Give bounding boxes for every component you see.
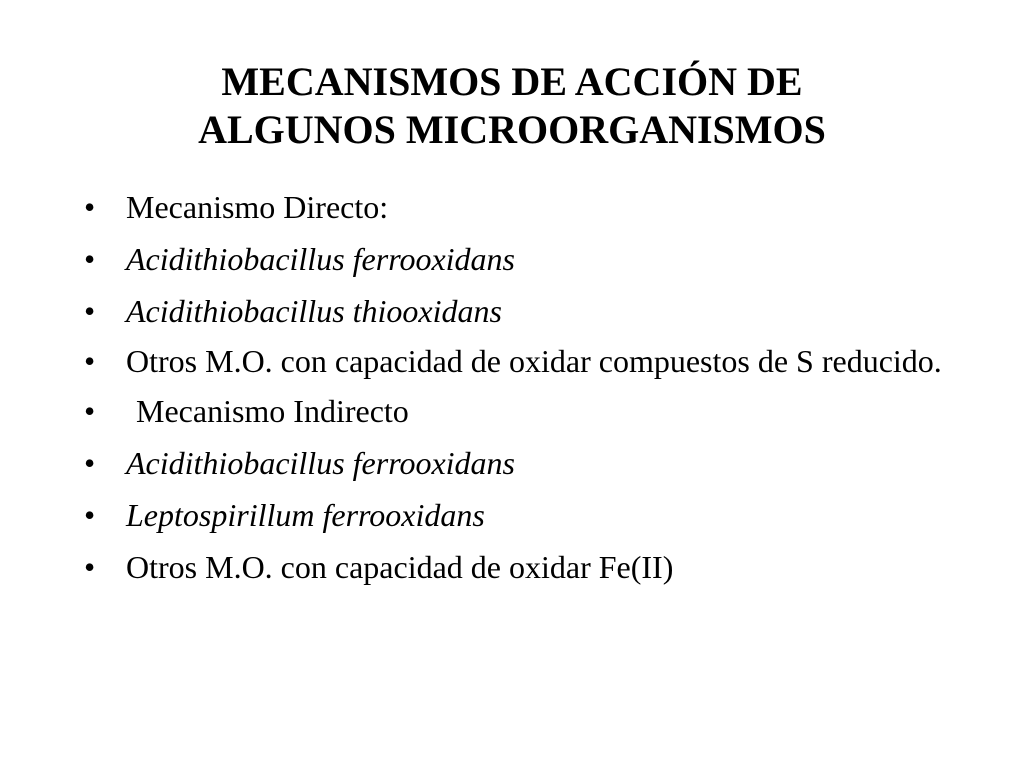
bullet-icon: • (84, 497, 96, 533)
title-line-2: ALGUNOS MICROORGANISMOS (198, 107, 826, 152)
bullet-icon: • (84, 549, 96, 585)
list-item-text: Leptospirillum ferrooxidans (126, 497, 485, 533)
list-item-text: Acidithiobacillus ferrooxidans (126, 241, 515, 277)
bullet-icon: • (84, 445, 96, 481)
bullet-icon: • (84, 241, 96, 277)
bullet-icon: • (84, 189, 96, 225)
list-item (84, 238, 964, 280)
list-item-text: Acidithiobacillus ferrooxidans (126, 445, 515, 481)
bullet-list (84, 186, 964, 598)
list-item-text: Mecanismo Indirecto (136, 393, 409, 429)
list-item (84, 494, 964, 536)
list-item-text: Mecanismo Directo: (126, 189, 389, 225)
bullet-icon: • (84, 393, 96, 429)
bullet-icon: • (84, 343, 96, 379)
list-item (84, 290, 964, 332)
list-item-text: Otros M.O. con capacidad de oxidar compuestos de S reducido. (126, 343, 942, 379)
list-item (84, 546, 964, 588)
list-item (84, 390, 964, 432)
list-item-text: Acidithiobacillus thiooxidans (126, 293, 502, 329)
list-item (84, 442, 964, 484)
list-item (84, 186, 964, 228)
list-item (84, 342, 964, 380)
slide-title (60, 58, 964, 154)
list-item-text: Otros M.O. con capacidad de oxidar Fe(II) (126, 549, 674, 585)
bullet-icon: • (84, 293, 96, 329)
title-line-1: MECANISMOS DE ACCIÓN DE (221, 59, 803, 104)
